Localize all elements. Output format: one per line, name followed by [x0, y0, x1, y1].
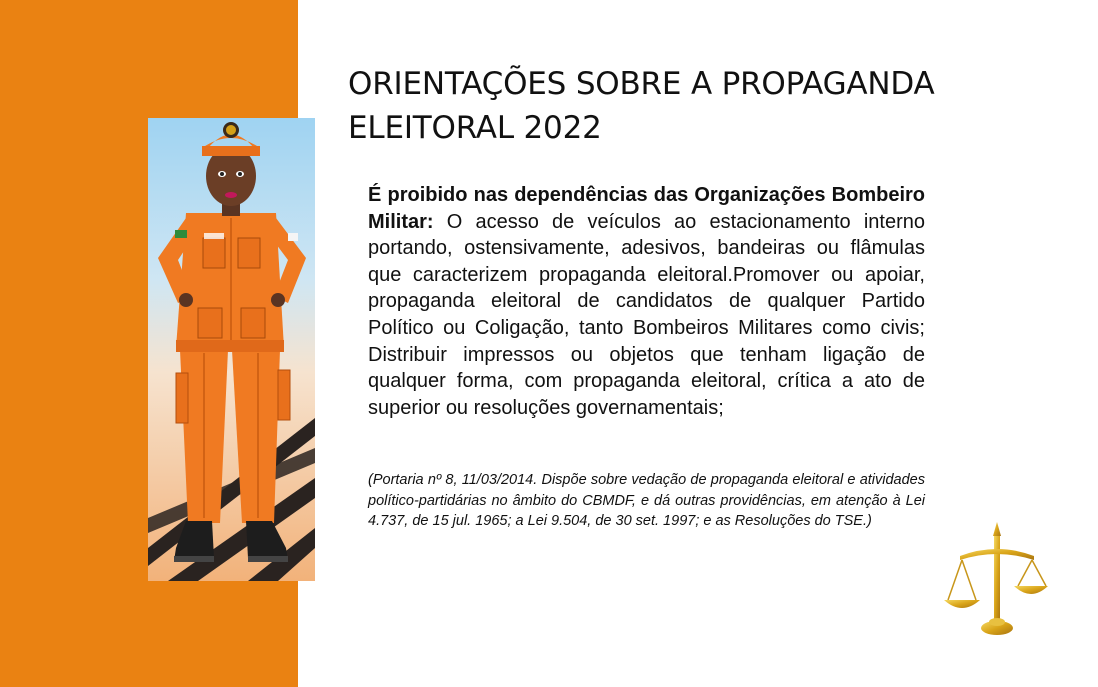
body-text: O acesso de veículos ao estacionamento interno portando, ostensivamente, adesivos, bandeiras ou flâmulas que caracterizem propaganda eleitoral.Promover ou apoiar, propaganda eleitoral de candidatos de qualquer Partido Político ou Coligação, tanto Bombeiros Militares como civis; Distribuir impressos ou objetos que tenham ligação de qualquer forma, com propaganda eleitoral, crítica a ato de superior ou resoluções governamentais; [368, 210, 925, 419]
body-paragraph [368, 182, 925, 421]
justice-scales-icon [940, 520, 1050, 640]
firefighter-woman-illustration [148, 118, 315, 581]
body-lead: É proibido nas dependências das Organizações Bombeiro Militar: [368, 184, 925, 233]
citation-note: (Portaria nº 8, 11/03/2014. Dispõe sobre vedação de propaganda eleitoral e atividades político-partidárias no âmbito do CBMDF, e dá outras providências, em atenção à Lei 4.737, de 15 jul. 1965; a Lei 9.504, de 30 set. 1997; e as Resoluções do TSE.) [368, 472, 925, 529]
slide-title: ORIENTAÇÕES SOBRE A PROPAGANDA ELEITORAL 2022 [348, 66, 935, 146]
